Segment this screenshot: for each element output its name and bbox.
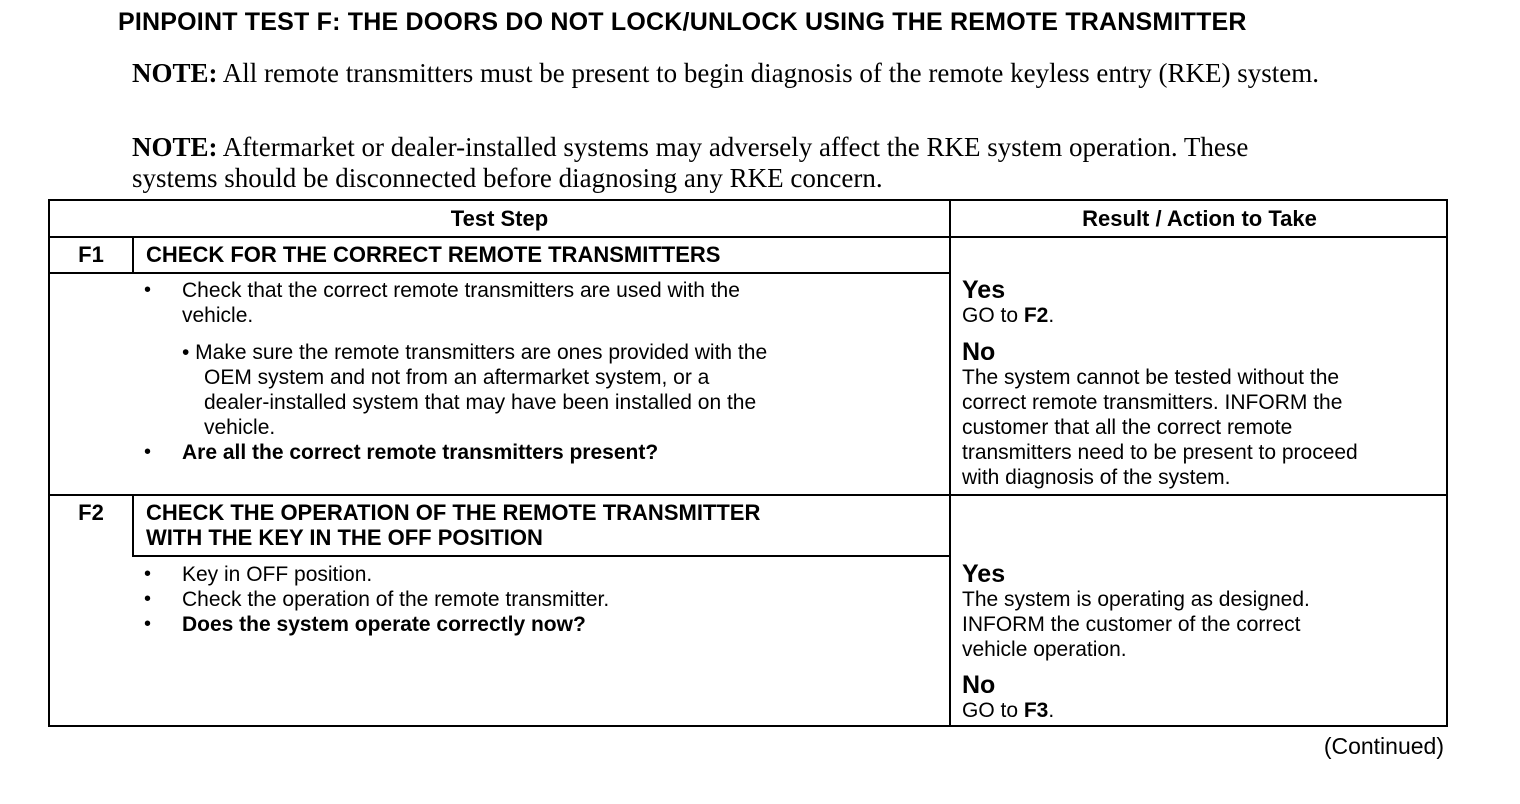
f1-no-line-1: The system cannot be tested without the xyxy=(962,366,1340,389)
bullet: • xyxy=(144,613,152,635)
f2-yes-line-2: INFORM the customer of the correct xyxy=(962,613,1301,636)
f2-no-prefix: GO to xyxy=(962,699,1024,722)
f2-no-step-ref: F3 xyxy=(1023,699,1049,722)
note-label: NOTE: xyxy=(132,58,218,88)
note-label: NOTE: xyxy=(132,132,218,162)
bullet: • xyxy=(144,588,152,610)
f1-no-line-2: correct remote transmitters. INFORM the xyxy=(962,391,1343,414)
f2-no-action xyxy=(962,698,1054,723)
f2-title-divider xyxy=(132,555,950,557)
f1-yes-action xyxy=(962,303,1054,328)
f2-id-divider xyxy=(132,494,134,556)
pinpoint-test-table xyxy=(48,199,1448,727)
note-1 xyxy=(132,58,1352,89)
f1-yes-prefix: GO to xyxy=(962,304,1024,327)
f1-title-divider xyxy=(50,272,950,274)
f1-question: Are all the correct remote transmitters present? xyxy=(182,441,659,464)
step-title-f2-line-2: WITH THE KEY IN THE OFF POSITION xyxy=(146,525,543,550)
f1-sub-line-1: • Make sure the remote transmitters are ones provided with the xyxy=(182,341,768,364)
f2-instruction-2: Check the operation of the remote transmitter. xyxy=(182,588,610,611)
bullet: • xyxy=(144,563,152,585)
note-2 xyxy=(132,132,1252,194)
f1-instruction-line-1: Check that the correct remote transmitters are used with the xyxy=(182,279,740,302)
step-title-f2-line-1: CHECK THE OPERATION OF THE REMOTE TRANSMITTER xyxy=(146,500,761,525)
header-result: Result / Action to Take xyxy=(1082,206,1317,231)
f2-no-suffix: . xyxy=(1048,699,1055,722)
f1-instruction-line-2: vehicle. xyxy=(182,304,254,327)
bullet: • xyxy=(144,279,152,301)
f1-sub-line-3: dealer-installed system that may have been installed on the xyxy=(204,391,757,414)
f2-yes-line-3: vehicle operation. xyxy=(962,638,1127,661)
f1-no-line-3: customer that all the correct remote xyxy=(962,416,1293,439)
f1-id-divider xyxy=(132,236,134,273)
f2-row-divider xyxy=(50,494,1448,496)
f1-yes-step-ref: F2 xyxy=(1023,304,1049,327)
note-text: Aftermarket or dealer-installed systems may adversely affect the RKE system operation. These systems should be disconnected before diagnosing any RKE concern. xyxy=(132,132,1249,193)
f1-yes-suffix: . xyxy=(1048,304,1055,327)
continued-label: (Continued) xyxy=(1323,733,1444,759)
f1-no-label: No xyxy=(962,338,996,366)
column-divider xyxy=(949,201,951,727)
step-id-f1: F1 xyxy=(78,242,104,267)
note-text: All remote transmitters must be present to begin diagnosis of the remote keyless entry (RKE) system. xyxy=(217,58,1320,88)
f1-no-line-4: transmitters need to be present to proceed xyxy=(962,441,1358,464)
f2-instruction-1: Key in OFF position. xyxy=(182,563,373,586)
header-divider xyxy=(50,236,1448,238)
f2-yes-label: Yes xyxy=(962,560,1006,588)
f1-sub-line-4: vehicle. xyxy=(204,416,276,439)
bullet: • xyxy=(144,441,152,463)
step-title-f1: CHECK FOR THE CORRECT REMOTE TRANSMITTERS xyxy=(146,242,721,267)
f1-yes-label: Yes xyxy=(962,276,1006,304)
f2-yes-line-1: The system is operating as designed. xyxy=(962,588,1310,611)
step-id-f2: F2 xyxy=(78,500,104,525)
f2-no-label: No xyxy=(962,671,996,699)
page-title: PINPOINT TEST F: THE DOORS DO NOT LOCK/UNLOCK USING THE REMOTE TRANSMITTER xyxy=(118,8,1247,36)
header-test-step: Test Step xyxy=(450,206,549,231)
f1-sub-line-2: OEM system and not from an aftermarket system, or a xyxy=(204,366,710,389)
f2-question: Does the system operate correctly now? xyxy=(182,613,586,636)
f1-no-line-5: with diagnosis of the system. xyxy=(962,466,1231,489)
